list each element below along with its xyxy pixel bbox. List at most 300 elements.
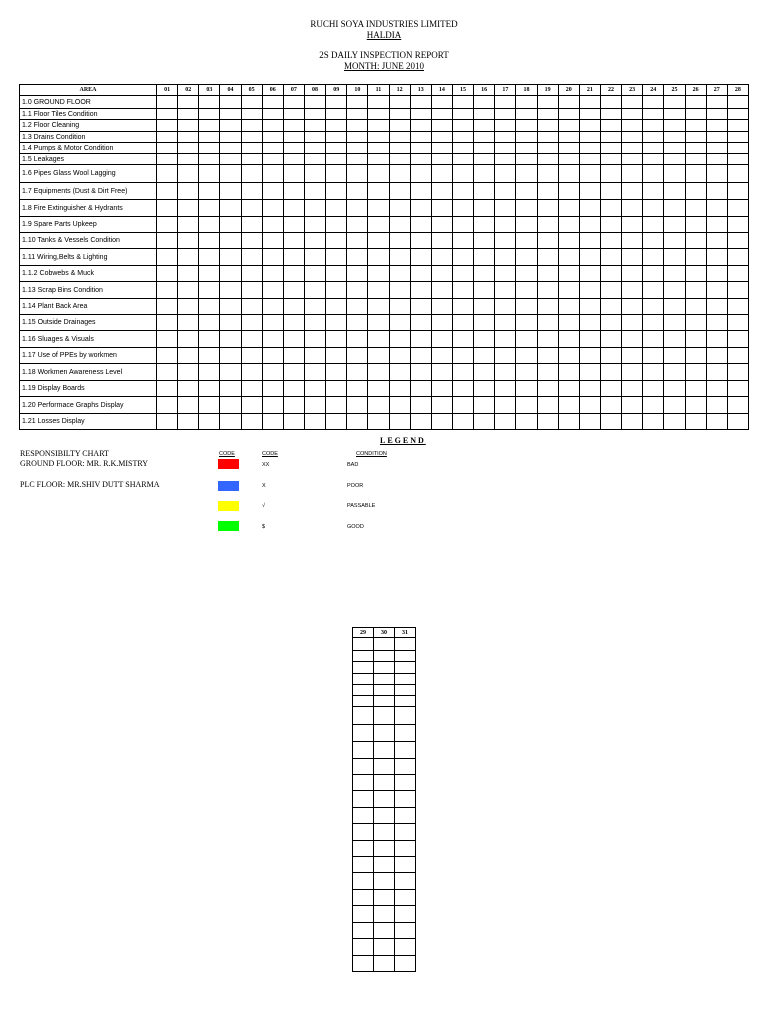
inspection-cell[interactable] <box>389 132 410 143</box>
inspection-cell[interactable] <box>347 266 368 282</box>
inspection-cell[interactable] <box>389 397 410 414</box>
inspection-cell[interactable] <box>410 109 431 120</box>
inspection-cell[interactable] <box>262 200 283 217</box>
inspection-cell[interactable] <box>516 96 537 109</box>
inspection-cell[interactable] <box>643 315 664 331</box>
inspection-cell[interactable] <box>495 143 516 154</box>
inspection-cell[interactable] <box>178 120 199 132</box>
inspection-cell[interactable] <box>220 183 241 200</box>
inspection-cell[interactable] <box>374 923 395 939</box>
inspection-cell[interactable] <box>353 923 374 939</box>
inspection-cell[interactable] <box>495 132 516 143</box>
inspection-cell[interactable] <box>199 381 220 397</box>
inspection-cell[interactable] <box>727 348 748 364</box>
inspection-cell[interactable] <box>353 857 374 873</box>
inspection-cell[interactable] <box>452 217 473 233</box>
inspection-cell[interactable] <box>643 364 664 381</box>
inspection-cell[interactable] <box>410 217 431 233</box>
inspection-cell[interactable] <box>157 249 178 266</box>
inspection-cell[interactable] <box>374 824 395 841</box>
inspection-cell[interactable] <box>474 249 495 266</box>
inspection-cell[interactable] <box>558 397 579 414</box>
inspection-cell[interactable] <box>727 120 748 132</box>
inspection-cell[interactable] <box>600 109 621 120</box>
inspection-cell[interactable] <box>262 266 283 282</box>
inspection-cell[interactable] <box>410 120 431 132</box>
inspection-cell[interactable] <box>178 109 199 120</box>
inspection-cell[interactable] <box>622 132 643 143</box>
inspection-cell[interactable] <box>304 143 325 154</box>
inspection-cell[interactable] <box>558 331 579 348</box>
inspection-cell[interactable] <box>347 299 368 315</box>
inspection-cell[interactable] <box>643 120 664 132</box>
inspection-cell[interactable] <box>283 154 304 165</box>
inspection-cell[interactable] <box>220 233 241 249</box>
inspection-cell[interactable] <box>220 120 241 132</box>
inspection-cell[interactable] <box>452 397 473 414</box>
inspection-cell[interactable] <box>600 381 621 397</box>
inspection-cell[interactable] <box>452 233 473 249</box>
inspection-cell[interactable] <box>199 200 220 217</box>
inspection-cell[interactable] <box>474 233 495 249</box>
inspection-cell[interactable] <box>495 165 516 183</box>
inspection-cell[interactable] <box>452 120 473 132</box>
inspection-cell[interactable] <box>600 233 621 249</box>
inspection-cell[interactable] <box>326 266 347 282</box>
inspection-cell[interactable] <box>537 96 558 109</box>
inspection-cell[interactable] <box>395 956 416 972</box>
inspection-cell[interactable] <box>395 742 416 759</box>
inspection-cell[interactable] <box>241 348 262 364</box>
inspection-cell[interactable] <box>283 120 304 132</box>
inspection-cell[interactable] <box>706 397 727 414</box>
inspection-cell[interactable] <box>664 183 685 200</box>
inspection-cell[interactable] <box>600 331 621 348</box>
inspection-cell[interactable] <box>353 956 374 972</box>
inspection-cell[interactable] <box>410 315 431 331</box>
inspection-cell[interactable] <box>347 165 368 183</box>
inspection-cell[interactable] <box>199 331 220 348</box>
inspection-cell[interactable] <box>664 266 685 282</box>
inspection-cell[interactable] <box>431 414 452 430</box>
inspection-cell[interactable] <box>304 282 325 299</box>
inspection-cell[interactable] <box>452 96 473 109</box>
inspection-cell[interactable] <box>304 233 325 249</box>
inspection-cell[interactable] <box>664 217 685 233</box>
inspection-cell[interactable] <box>262 96 283 109</box>
inspection-cell[interactable] <box>389 348 410 364</box>
inspection-cell[interactable] <box>283 266 304 282</box>
inspection-cell[interactable] <box>368 143 389 154</box>
inspection-cell[interactable] <box>368 165 389 183</box>
inspection-cell[interactable] <box>178 348 199 364</box>
inspection-cell[interactable] <box>706 217 727 233</box>
inspection-cell[interactable] <box>389 143 410 154</box>
inspection-cell[interactable] <box>368 315 389 331</box>
inspection-cell[interactable] <box>157 96 178 109</box>
inspection-cell[interactable] <box>622 200 643 217</box>
inspection-cell[interactable] <box>395 791 416 808</box>
inspection-cell[interactable] <box>374 939 395 956</box>
inspection-cell[interactable] <box>622 282 643 299</box>
inspection-cell[interactable] <box>579 397 600 414</box>
inspection-cell[interactable] <box>622 348 643 364</box>
inspection-cell[interactable] <box>395 651 416 662</box>
inspection-cell[interactable] <box>241 109 262 120</box>
inspection-cell[interactable] <box>516 249 537 266</box>
inspection-cell[interactable] <box>537 120 558 132</box>
inspection-cell[interactable] <box>600 348 621 364</box>
inspection-cell[interactable] <box>431 364 452 381</box>
inspection-cell[interactable] <box>537 200 558 217</box>
inspection-cell[interactable] <box>727 217 748 233</box>
inspection-cell[interactable] <box>326 364 347 381</box>
inspection-cell[interactable] <box>157 364 178 381</box>
inspection-cell[interactable] <box>374 841 395 857</box>
inspection-cell[interactable] <box>685 217 706 233</box>
inspection-cell[interactable] <box>474 143 495 154</box>
inspection-cell[interactable] <box>353 841 374 857</box>
inspection-cell[interactable] <box>495 414 516 430</box>
inspection-cell[interactable] <box>537 143 558 154</box>
inspection-cell[interactable] <box>727 414 748 430</box>
inspection-cell[interactable] <box>474 132 495 143</box>
inspection-cell[interactable] <box>326 109 347 120</box>
inspection-cell[interactable] <box>389 183 410 200</box>
inspection-cell[interactable] <box>374 638 395 651</box>
inspection-cell[interactable] <box>600 249 621 266</box>
inspection-cell[interactable] <box>389 331 410 348</box>
inspection-cell[interactable] <box>706 282 727 299</box>
inspection-cell[interactable] <box>600 397 621 414</box>
inspection-cell[interactable] <box>431 381 452 397</box>
inspection-cell[interactable] <box>389 109 410 120</box>
inspection-cell[interactable] <box>685 282 706 299</box>
inspection-cell[interactable] <box>537 299 558 315</box>
inspection-cell[interactable] <box>304 96 325 109</box>
inspection-cell[interactable] <box>664 249 685 266</box>
inspection-cell[interactable] <box>199 217 220 233</box>
inspection-cell[interactable] <box>368 414 389 430</box>
inspection-cell[interactable] <box>706 200 727 217</box>
inspection-cell[interactable] <box>241 414 262 430</box>
inspection-cell[interactable] <box>395 824 416 841</box>
inspection-cell[interactable] <box>622 315 643 331</box>
inspection-cell[interactable] <box>664 414 685 430</box>
inspection-cell[interactable] <box>452 381 473 397</box>
inspection-cell[interactable] <box>516 143 537 154</box>
inspection-cell[interactable] <box>558 299 579 315</box>
inspection-cell[interactable] <box>706 132 727 143</box>
inspection-cell[interactable] <box>395 808 416 824</box>
inspection-cell[interactable] <box>395 638 416 651</box>
inspection-cell[interactable] <box>410 331 431 348</box>
inspection-cell[interactable] <box>326 397 347 414</box>
inspection-cell[interactable] <box>157 132 178 143</box>
inspection-cell[interactable] <box>389 233 410 249</box>
inspection-cell[interactable] <box>368 200 389 217</box>
inspection-cell[interactable] <box>262 120 283 132</box>
inspection-cell[interactable] <box>178 183 199 200</box>
inspection-cell[interactable] <box>374 775 395 791</box>
inspection-cell[interactable] <box>283 96 304 109</box>
inspection-cell[interactable] <box>395 662 416 674</box>
inspection-cell[interactable] <box>537 183 558 200</box>
inspection-cell[interactable] <box>579 381 600 397</box>
inspection-cell[interactable] <box>347 315 368 331</box>
inspection-cell[interactable] <box>368 282 389 299</box>
inspection-cell[interactable] <box>664 132 685 143</box>
inspection-cell[interactable] <box>558 183 579 200</box>
inspection-cell[interactable] <box>374 791 395 808</box>
inspection-cell[interactable] <box>368 183 389 200</box>
inspection-cell[interactable] <box>262 397 283 414</box>
inspection-cell[interactable] <box>474 96 495 109</box>
inspection-cell[interactable] <box>241 217 262 233</box>
inspection-cell[interactable] <box>474 348 495 364</box>
inspection-cell[interactable] <box>579 143 600 154</box>
inspection-cell[interactable] <box>326 200 347 217</box>
inspection-cell[interactable] <box>410 132 431 143</box>
inspection-cell[interactable] <box>643 154 664 165</box>
inspection-cell[interactable] <box>199 154 220 165</box>
inspection-cell[interactable] <box>220 217 241 233</box>
inspection-cell[interactable] <box>537 397 558 414</box>
inspection-cell[interactable] <box>664 299 685 315</box>
inspection-cell[interactable] <box>474 154 495 165</box>
inspection-cell[interactable] <box>368 348 389 364</box>
inspection-cell[interactable] <box>347 200 368 217</box>
inspection-cell[interactable] <box>199 143 220 154</box>
inspection-cell[interactable] <box>283 249 304 266</box>
inspection-cell[interactable] <box>685 143 706 154</box>
inspection-cell[interactable] <box>178 331 199 348</box>
inspection-cell[interactable] <box>600 299 621 315</box>
inspection-cell[interactable] <box>431 183 452 200</box>
inspection-cell[interactable] <box>643 282 664 299</box>
inspection-cell[interactable] <box>622 143 643 154</box>
inspection-cell[interactable] <box>326 381 347 397</box>
inspection-cell[interactable] <box>368 381 389 397</box>
inspection-cell[interactable] <box>157 183 178 200</box>
inspection-cell[interactable] <box>558 249 579 266</box>
inspection-cell[interactable] <box>262 299 283 315</box>
inspection-cell[interactable] <box>326 217 347 233</box>
inspection-cell[interactable] <box>178 217 199 233</box>
inspection-cell[interactable] <box>579 299 600 315</box>
inspection-cell[interactable] <box>395 685 416 696</box>
inspection-cell[interactable] <box>516 132 537 143</box>
inspection-cell[interactable] <box>304 132 325 143</box>
inspection-cell[interactable] <box>537 348 558 364</box>
inspection-cell[interactable] <box>353 742 374 759</box>
inspection-cell[interactable] <box>389 315 410 331</box>
inspection-cell[interactable] <box>410 282 431 299</box>
inspection-cell[interactable] <box>558 154 579 165</box>
inspection-cell[interactable] <box>283 217 304 233</box>
inspection-cell[interactable] <box>199 120 220 132</box>
inspection-cell[interactable] <box>353 696 374 707</box>
inspection-cell[interactable] <box>395 890 416 906</box>
inspection-cell[interactable] <box>368 266 389 282</box>
inspection-cell[interactable] <box>600 266 621 282</box>
inspection-cell[interactable] <box>410 348 431 364</box>
inspection-cell[interactable] <box>537 266 558 282</box>
inspection-cell[interactable] <box>395 873 416 890</box>
inspection-cell[interactable] <box>283 109 304 120</box>
inspection-cell[interactable] <box>600 315 621 331</box>
inspection-cell[interactable] <box>706 381 727 397</box>
inspection-cell[interactable] <box>395 906 416 923</box>
inspection-cell[interactable] <box>353 662 374 674</box>
inspection-cell[interactable] <box>516 282 537 299</box>
inspection-cell[interactable] <box>516 315 537 331</box>
inspection-cell[interactable] <box>579 120 600 132</box>
inspection-cell[interactable] <box>283 143 304 154</box>
inspection-cell[interactable] <box>431 96 452 109</box>
inspection-cell[interactable] <box>178 299 199 315</box>
inspection-cell[interactable] <box>579 183 600 200</box>
inspection-cell[interactable] <box>706 233 727 249</box>
inspection-cell[interactable] <box>622 109 643 120</box>
inspection-cell[interactable] <box>157 217 178 233</box>
inspection-cell[interactable] <box>410 165 431 183</box>
inspection-cell[interactable] <box>199 249 220 266</box>
inspection-cell[interactable] <box>283 414 304 430</box>
inspection-cell[interactable] <box>516 299 537 315</box>
inspection-cell[interactable] <box>220 143 241 154</box>
inspection-cell[interactable] <box>353 638 374 651</box>
inspection-cell[interactable] <box>664 315 685 331</box>
inspection-cell[interactable] <box>395 857 416 873</box>
inspection-cell[interactable] <box>622 154 643 165</box>
inspection-cell[interactable] <box>579 200 600 217</box>
inspection-cell[interactable] <box>410 299 431 315</box>
inspection-cell[interactable] <box>643 414 664 430</box>
inspection-cell[interactable] <box>157 266 178 282</box>
inspection-cell[interactable] <box>368 120 389 132</box>
inspection-cell[interactable] <box>579 96 600 109</box>
inspection-cell[interactable] <box>304 266 325 282</box>
inspection-cell[interactable] <box>199 266 220 282</box>
inspection-cell[interactable] <box>431 217 452 233</box>
inspection-cell[interactable] <box>664 165 685 183</box>
inspection-cell[interactable] <box>410 200 431 217</box>
inspection-cell[interactable] <box>347 132 368 143</box>
inspection-cell[interactable] <box>326 154 347 165</box>
inspection-cell[interactable] <box>537 109 558 120</box>
inspection-cell[interactable] <box>178 414 199 430</box>
inspection-cell[interactable] <box>685 299 706 315</box>
inspection-cell[interactable] <box>410 414 431 430</box>
inspection-cell[interactable] <box>579 109 600 120</box>
inspection-cell[interactable] <box>452 249 473 266</box>
inspection-cell[interactable] <box>727 143 748 154</box>
inspection-cell[interactable] <box>304 364 325 381</box>
inspection-cell[interactable] <box>516 165 537 183</box>
inspection-cell[interactable] <box>516 381 537 397</box>
inspection-cell[interactable] <box>304 154 325 165</box>
inspection-cell[interactable] <box>516 200 537 217</box>
inspection-cell[interactable] <box>495 217 516 233</box>
inspection-cell[interactable] <box>368 331 389 348</box>
inspection-cell[interactable] <box>199 183 220 200</box>
inspection-cell[interactable] <box>220 282 241 299</box>
inspection-cell[interactable] <box>495 364 516 381</box>
inspection-cell[interactable] <box>353 775 374 791</box>
inspection-cell[interactable] <box>304 397 325 414</box>
inspection-cell[interactable] <box>353 707 374 725</box>
inspection-cell[interactable] <box>410 266 431 282</box>
inspection-cell[interactable] <box>241 200 262 217</box>
inspection-cell[interactable] <box>643 348 664 364</box>
inspection-cell[interactable] <box>452 154 473 165</box>
inspection-cell[interactable] <box>241 233 262 249</box>
inspection-cell[interactable] <box>262 183 283 200</box>
inspection-cell[interactable] <box>516 266 537 282</box>
inspection-cell[interactable] <box>178 249 199 266</box>
inspection-cell[interactable] <box>579 364 600 381</box>
inspection-cell[interactable] <box>283 315 304 331</box>
inspection-cell[interactable] <box>220 109 241 120</box>
inspection-cell[interactable] <box>262 414 283 430</box>
inspection-cell[interactable] <box>199 414 220 430</box>
inspection-cell[interactable] <box>199 397 220 414</box>
inspection-cell[interactable] <box>664 331 685 348</box>
inspection-cell[interactable] <box>579 414 600 430</box>
inspection-cell[interactable] <box>283 348 304 364</box>
inspection-cell[interactable] <box>199 315 220 331</box>
inspection-cell[interactable] <box>347 217 368 233</box>
inspection-cell[interactable] <box>283 299 304 315</box>
inspection-cell[interactable] <box>664 154 685 165</box>
inspection-cell[interactable] <box>157 331 178 348</box>
inspection-cell[interactable] <box>241 165 262 183</box>
inspection-cell[interactable] <box>304 299 325 315</box>
inspection-cell[interactable] <box>178 381 199 397</box>
inspection-cell[interactable] <box>431 120 452 132</box>
inspection-cell[interactable] <box>374 857 395 873</box>
inspection-cell[interactable] <box>727 165 748 183</box>
inspection-cell[interactable] <box>262 143 283 154</box>
inspection-cell[interactable] <box>220 364 241 381</box>
inspection-cell[interactable] <box>326 315 347 331</box>
inspection-cell[interactable] <box>537 282 558 299</box>
inspection-cell[interactable] <box>452 364 473 381</box>
inspection-cell[interactable] <box>643 143 664 154</box>
inspection-cell[interactable] <box>685 266 706 282</box>
inspection-cell[interactable] <box>643 109 664 120</box>
inspection-cell[interactable] <box>374 651 395 662</box>
inspection-cell[interactable] <box>643 266 664 282</box>
inspection-cell[interactable] <box>157 348 178 364</box>
inspection-cell[interactable] <box>353 939 374 956</box>
inspection-cell[interactable] <box>304 381 325 397</box>
inspection-cell[interactable] <box>262 165 283 183</box>
inspection-cell[interactable] <box>685 414 706 430</box>
inspection-cell[interactable] <box>304 109 325 120</box>
inspection-cell[interactable] <box>537 364 558 381</box>
inspection-cell[interactable] <box>368 154 389 165</box>
inspection-cell[interactable] <box>353 651 374 662</box>
inspection-cell[interactable] <box>283 331 304 348</box>
inspection-cell[interactable] <box>600 183 621 200</box>
inspection-cell[interactable] <box>727 183 748 200</box>
inspection-cell[interactable] <box>643 96 664 109</box>
inspection-cell[interactable] <box>410 96 431 109</box>
inspection-cell[interactable] <box>157 414 178 430</box>
inspection-cell[interactable] <box>347 249 368 266</box>
